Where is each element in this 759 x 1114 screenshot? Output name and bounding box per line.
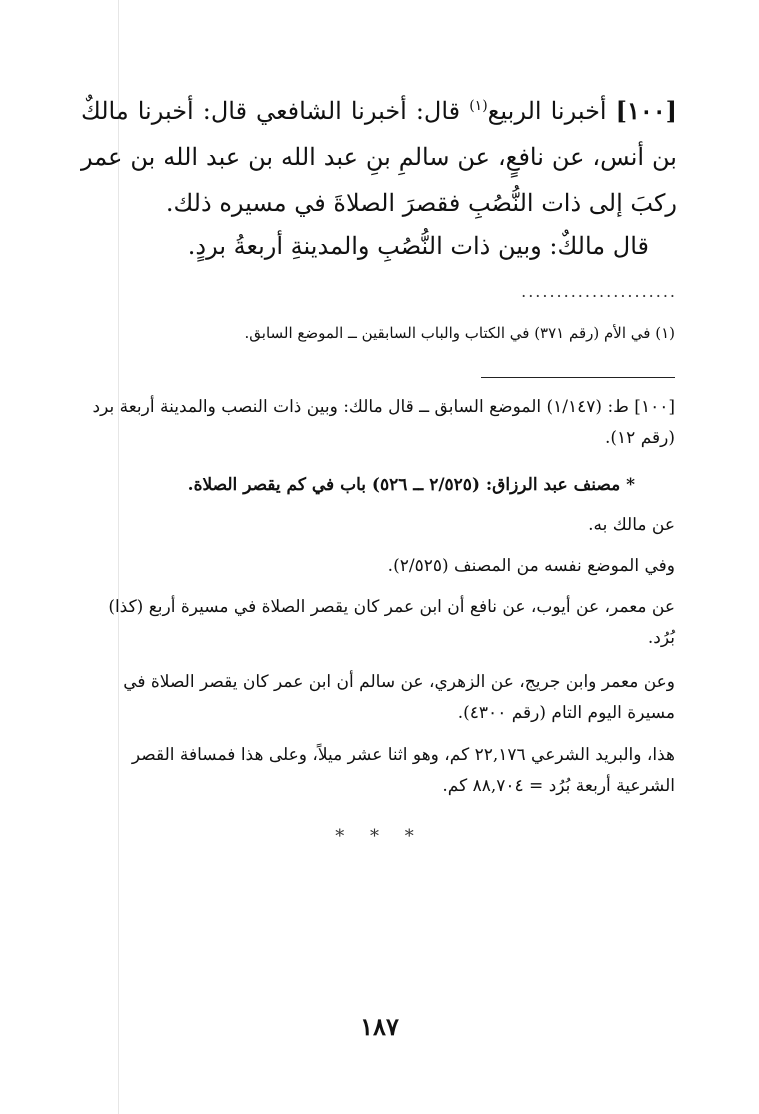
commentary-paragraph-7: هذا، والبريد الشرعي ٢٢,١٧٦ كم، وهو اثنا عشر ميلاً، وعلى هذا فمسافة القصر الشرعية أربعة بُرُد = ٨٨,٧٠٤ كم. bbox=[131, 745, 675, 796]
hadith-text bbox=[81, 88, 677, 226]
malik-saying: قال مالكٌ: وبين ذات النُّصُبِ والمدينةِ أربعةُ بردٍ. bbox=[187, 232, 649, 260]
separator-dots: ...................... bbox=[521, 282, 677, 301]
commentary-divider bbox=[481, 377, 675, 378]
hadith-text-part1: أخبرنا الربيع bbox=[487, 97, 607, 125]
footnote: (١) في الأم (رقم ٣٧١) في الكتاب والباب السابقين ــ الموضع السابق. bbox=[244, 324, 675, 342]
footnote-marker: (١) bbox=[469, 98, 488, 114]
commentary-paragraph-1: [١٠٠] ط: (١/١٤٧) الموضع السابق ــ قال مالك: وبين ذات النصب والمدينة أربعة برد (رقم ١٢). bbox=[92, 397, 675, 448]
commentary-paragraph-3: عن مالك به. bbox=[588, 515, 675, 535]
hadith-text-part2: قال: أخبرنا الشافعي قال: أخبرنا مالكٌ بن أنس، عن نافعٍ، عن سالمِ بنِ عبد الله بن عبد الله بن عمر ركبَ إلى ذات النُّصُبِ فقصرَ الصلاةَ في مسيره ذلك. bbox=[81, 97, 677, 217]
section-end-stars: * * * bbox=[335, 826, 424, 847]
commentary-paragraph-4: وفي الموضع نفسه من المصنف (٢/٥٢٥). bbox=[387, 556, 675, 576]
commentary-paragraph-6: وعن معمر وابن جريج، عن الزهري، عن سالم أن ابن عمر كان يقصر الصلاة في مسيرة اليوم التام (رقم ٤٣٠٠). bbox=[123, 672, 675, 723]
commentary-paragraph-2: * مصنف عبد الرزاق: (٢/٥٢٥ ــ ٥٢٦) باب في كم يقصر الصلاة. bbox=[187, 475, 635, 495]
page-number: ١٨٧ bbox=[360, 1012, 399, 1041]
hadith-number: [١٠٠] bbox=[615, 96, 677, 125]
commentary-paragraph-5: عن معمر، عن أيوب، عن نافع أن ابن عمر كان يقصر الصلاة في مسيرة أربع (كذا) بُرُد. bbox=[108, 597, 675, 648]
